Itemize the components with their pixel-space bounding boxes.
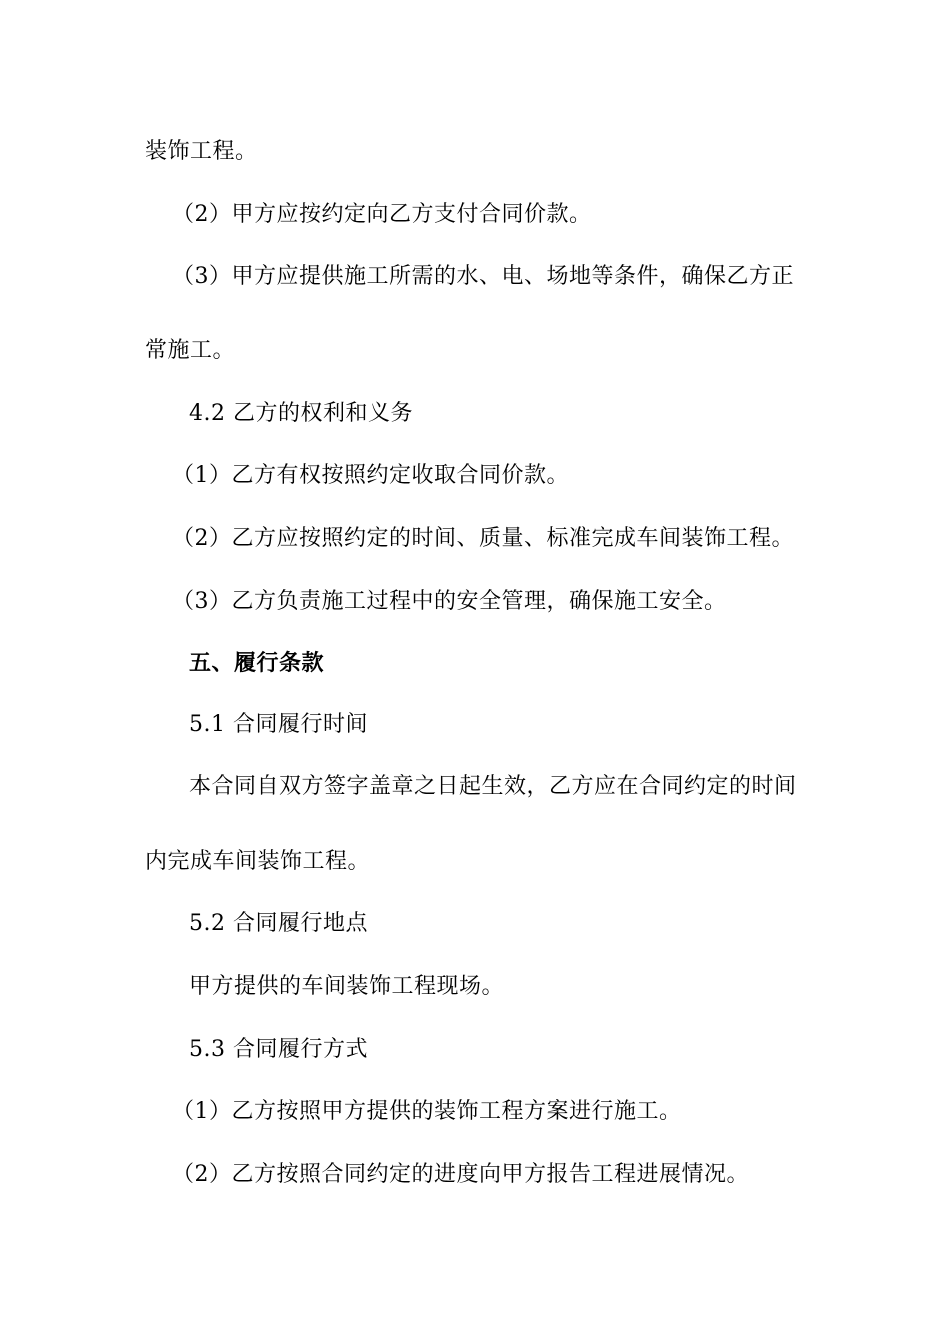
paragraph-line: （2）乙方应按照约定的时间、质量、标准完成车间装饰工程。 — [172, 526, 794, 551]
section-subheading: 5.1 合同履行时间 — [189, 712, 368, 737]
paragraph-line: （3）乙方负责施工过程中的安全管理，确保施工安全。 — [172, 589, 727, 614]
section-subheading: 4.2 乙方的权利和义务 — [189, 401, 413, 426]
section-subheading: 5.3 合同履行方式 — [189, 1037, 368, 1062]
paragraph-line: （1）乙方按照甲方提供的装饰工程方案进行施工。 — [172, 1099, 682, 1124]
paragraph-line: （2）甲方应按约定向乙方支付合同价款。 — [172, 202, 592, 227]
paragraph-line: 本合同自双方签字盖章之日起生效，乙方应在合同约定的时间 — [189, 774, 797, 799]
paragraph-line: （1）乙方有权按照约定收取合同价款。 — [172, 463, 569, 488]
section-subheading: 5.2 合同履行地点 — [189, 911, 368, 936]
section-heading: 五、履行条款 — [189, 651, 325, 676]
paragraph-line: （2）乙方按照合同约定的进度向甲方报告工程进展情况。 — [172, 1162, 749, 1187]
paragraph-line: 装饰工程。 — [145, 139, 258, 164]
paragraph-line: 常施工。 — [145, 338, 236, 363]
paragraph-line: 内完成车间装饰工程。 — [145, 849, 371, 874]
paragraph-line: 甲方提供的车间装饰工程现场。 — [189, 974, 505, 999]
paragraph-line: （3）甲方应提供施工所需的水、电、场地等条件，确保乙方正 — [172, 264, 794, 289]
